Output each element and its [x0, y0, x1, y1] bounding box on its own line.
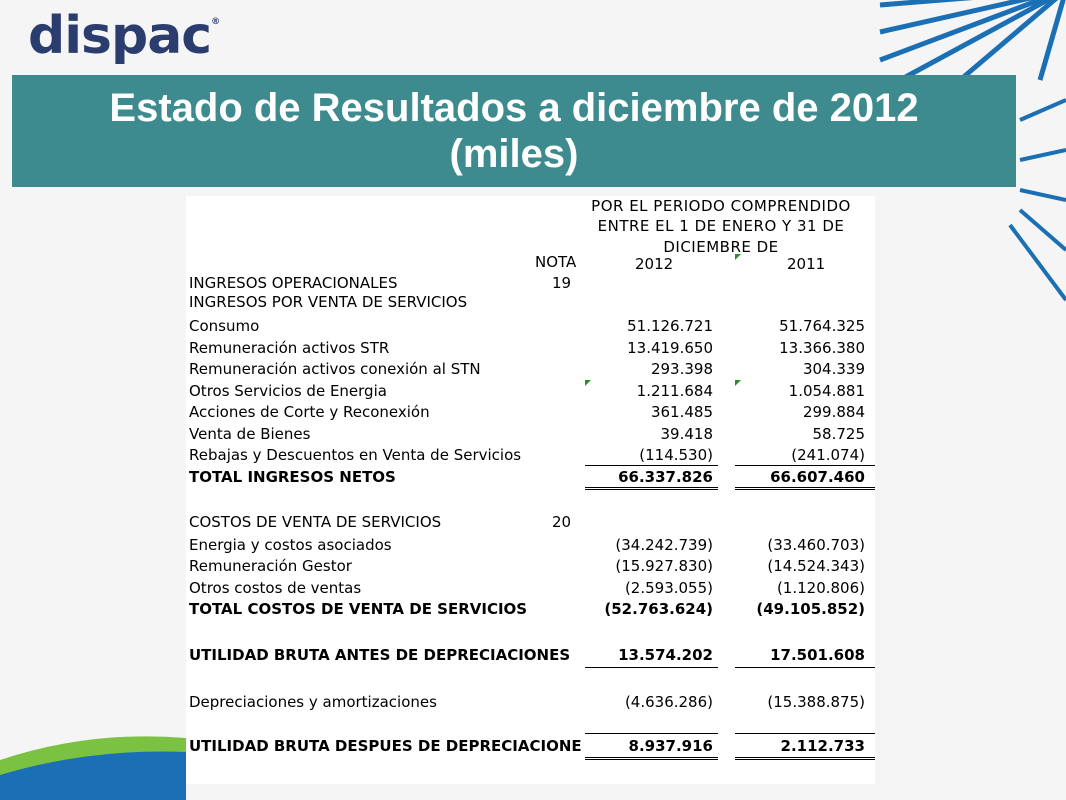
row-otros-costos-2011: (1.120.806)	[776, 579, 865, 597]
row-utilidad-despues-label: UTILIDAD BRUTA DESPUES DE DEPRECIACIONE	[189, 737, 582, 755]
row-acciones-corte-2012: 361.485	[650, 403, 713, 421]
row-rebajas-2011: (241.074)	[791, 446, 865, 464]
row-rebajas-2012: (114.530)	[639, 446, 713, 464]
sunburst-side	[1010, 100, 1066, 300]
row-rem-stn-2011: 304.339	[802, 360, 865, 378]
period-header-line2: ENTRE EL 1 DE ENERO Y 31 DE	[597, 217, 845, 235]
year-2012-header: 2012	[635, 255, 674, 273]
row-utilidad-antes-2012: 13.574.202	[618, 646, 713, 664]
row-rem-str-2012: 13.419.650	[627, 339, 713, 357]
income-statement-table	[186, 196, 875, 784]
subtotal-rule	[735, 465, 875, 466]
row-rem-gestor-label: Remuneración Gestor	[189, 557, 352, 575]
subtotal-rule	[735, 733, 875, 734]
sunburst-decoration	[880, 0, 1066, 80]
row-consumo-label: Consumo	[189, 317, 260, 335]
row-total-costos-label: TOTAL COSTOS DE VENTA DE SERVICIOS	[189, 600, 528, 618]
row-rem-gestor-2011: (14.524.343)	[767, 557, 865, 575]
row-venta-bienes-2012: 39.418	[660, 425, 713, 443]
row-otros-servicios-2011: 1.054.881	[788, 382, 865, 400]
row-otros-servicios-2012: 1.211.684	[636, 382, 713, 400]
row-depreciaciones-label: Depreciaciones y amortizaciones	[189, 693, 437, 711]
row-rem-stn-label: Remuneración activos conexión al STN	[189, 360, 481, 378]
title-banner	[12, 75, 1016, 187]
row-energia-2011: (33.460.703)	[767, 536, 865, 554]
row-rem-str-2011: 13.366.380	[779, 339, 865, 357]
total-double-rule	[585, 757, 718, 760]
subtotal-rule	[585, 733, 718, 734]
row-consumo-2011: 51.764.325	[779, 317, 865, 335]
row-costos-venta-nota: 20	[552, 513, 572, 531]
row-ingresos-operacionales-nota: 19	[552, 274, 572, 292]
row-otros-costos-label: Otros costos de ventas	[189, 579, 362, 597]
row-venta-bienes-2011: 58.725	[812, 425, 865, 443]
total-double-rule	[735, 487, 875, 490]
row-depreciaciones-2011: (15.388.875)	[767, 693, 865, 711]
page-title: Estado de Resultados a diciembre de 2012	[109, 86, 919, 130]
period-header-line1: POR EL PERIODO COMPRENDIDO	[591, 197, 851, 215]
row-depreciaciones-2012: (4.636.286)	[624, 693, 713, 711]
row-otros-servicios-label: Otros Servicios de Energia	[189, 382, 387, 400]
row-ingresos-venta-label: INGRESOS POR VENTA DE SERVICIOS	[189, 293, 468, 311]
company-logo: dispac®	[28, 6, 220, 66]
subtotal-rule	[585, 667, 718, 668]
row-energia-2012: (34.242.739)	[615, 536, 713, 554]
row-acciones-corte-label: Acciones de Corte y Reconexión	[189, 403, 430, 421]
year-2011-header: 2011	[787, 255, 826, 273]
total-double-rule	[735, 757, 875, 760]
row-utilidad-antes-label: UTILIDAD BRUTA ANTES DE DEPRECIACIONES	[189, 646, 571, 664]
row-costos-venta-label: COSTOS DE VENTA DE SERVICIOS	[189, 513, 442, 531]
row-total-ingresos-label: TOTAL INGRESOS NETOS	[189, 468, 396, 486]
nota-header: NOTA	[535, 253, 577, 271]
row-rem-gestor-2012: (15.927.830)	[615, 557, 713, 575]
row-consumo-2012: 51.126.721	[627, 317, 713, 335]
row-energia-label: Energia y costos asociados	[189, 536, 392, 554]
row-total-costos-2012: (52.763.624)	[604, 600, 713, 618]
period-header-line3: DICIEMBRE DE	[663, 238, 779, 256]
row-total-costos-2011: (49.105.852)	[756, 600, 865, 618]
row-venta-bienes-label: Venta de Bienes	[189, 425, 311, 443]
row-utilidad-despues-2011: 2.112.733	[780, 737, 865, 755]
row-rem-stn-2012: 293.398	[650, 360, 713, 378]
subtotal-rule	[585, 465, 718, 466]
row-rebajas-label: Rebajas y Descuentos en Venta de Servicios	[189, 446, 522, 464]
page-subtitle: (miles)	[449, 132, 579, 176]
cell-comment-marker	[735, 254, 741, 260]
total-double-rule	[585, 487, 718, 490]
row-utilidad-despues-2012: 8.937.916	[628, 737, 713, 755]
row-otros-costos-2012: (2.593.055)	[624, 579, 713, 597]
row-acciones-corte-2011: 299.884	[802, 403, 865, 421]
row-total-ingresos-2012: 66.337.826	[618, 468, 713, 486]
subtotal-rule	[735, 667, 875, 668]
row-ingresos-operacionales-label: INGRESOS OPERACIONALES	[189, 274, 398, 292]
row-rem-str-label: Remuneración activos STR	[189, 339, 390, 357]
row-utilidad-antes-2011: 17.501.608	[770, 646, 865, 664]
row-total-ingresos-2011: 66.607.460	[770, 468, 865, 486]
